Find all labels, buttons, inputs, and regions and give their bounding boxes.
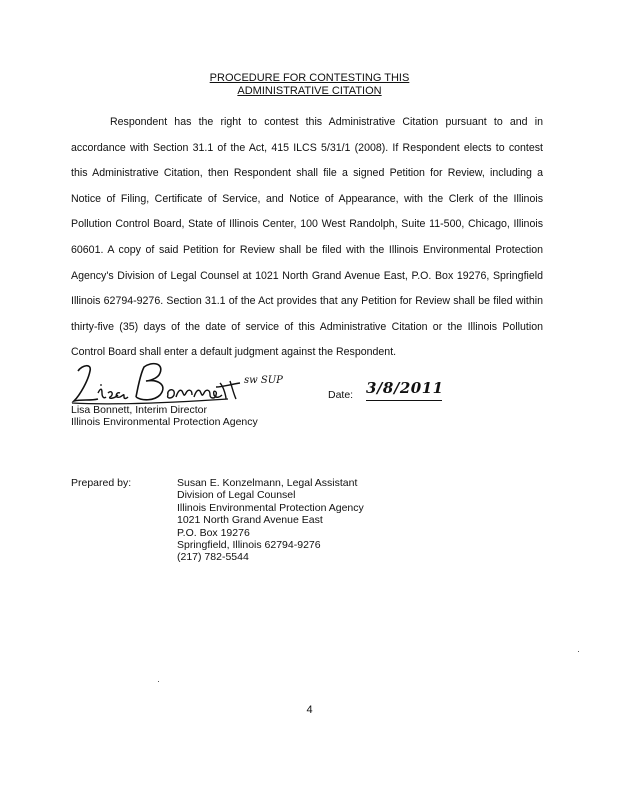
scan-speck	[578, 651, 579, 652]
signer-agency: Illinois Environmental Protection Agency	[71, 416, 258, 428]
signer-name: Lisa Bonnett, Interim Director	[71, 404, 207, 416]
preparer-division: Division of Legal Counsel	[177, 489, 296, 502]
preparer-street: 1021 North Grand Avenue East	[177, 514, 323, 527]
prepared-by-label: Prepared by:	[71, 477, 132, 489]
page-number: 4	[306, 704, 313, 716]
title-line-1: PROCEDURE FOR CONTESTING THIS	[209, 72, 410, 84]
document-title	[0, 72, 619, 98]
preparer-phone: (217) 782-5544	[177, 551, 249, 564]
preparer-agency: Illinois Environmental Protection Agency	[177, 501, 364, 514]
svg-text:sw SUP: sw SUP	[244, 375, 283, 386]
procedure-paragraph: Respondent has the right to contest this Administrative Citation pursuant to and in accordance with Section 31.1 of the Act, 415 ILCS 5/31/1 (2008). If Respondent elects to contest this Administrative Citation, then Respondent shall file a signed Petition for Review, including a Notice of Filing, Certificate of Service, and Notice of Appearance, with the Clerk of the Illinois Pollution Control Board, State of Illinois Center, 100 West Randolph, Suite 11-500, Chicago, Illinois 60601. A copy of said Petition for Review shall be filed with the Illinois Environmental Protection Agency's Division of Legal Counsel at 1021 North Grand Avenue East, P.O. Box 19276, Springfield Illinois 62794-9276. Section 31.1 of the Act provides that any Petition for Review shall be filed within thirty-five (35) days of the date of service of this Administrative Citation or the Illinois Pollution Control Board shall enter a default judgment against the Respondent.	[71, 116, 543, 359]
date-label: Date:	[328, 389, 354, 401]
prepared-by-block	[177, 477, 364, 564]
date-value: 3/8/2011	[366, 378, 442, 401]
preparer-city: Springfield, Illinois 62794-9276	[177, 539, 321, 552]
preparer-name: Susan E. Konzelmann, Legal Assistant	[177, 477, 358, 489]
preparer-po-box: P.O. Box 19276	[177, 526, 250, 539]
title-line-2: ADMINISTRATIVE CITATION	[237, 85, 382, 97]
scan-speck	[158, 681, 159, 682]
